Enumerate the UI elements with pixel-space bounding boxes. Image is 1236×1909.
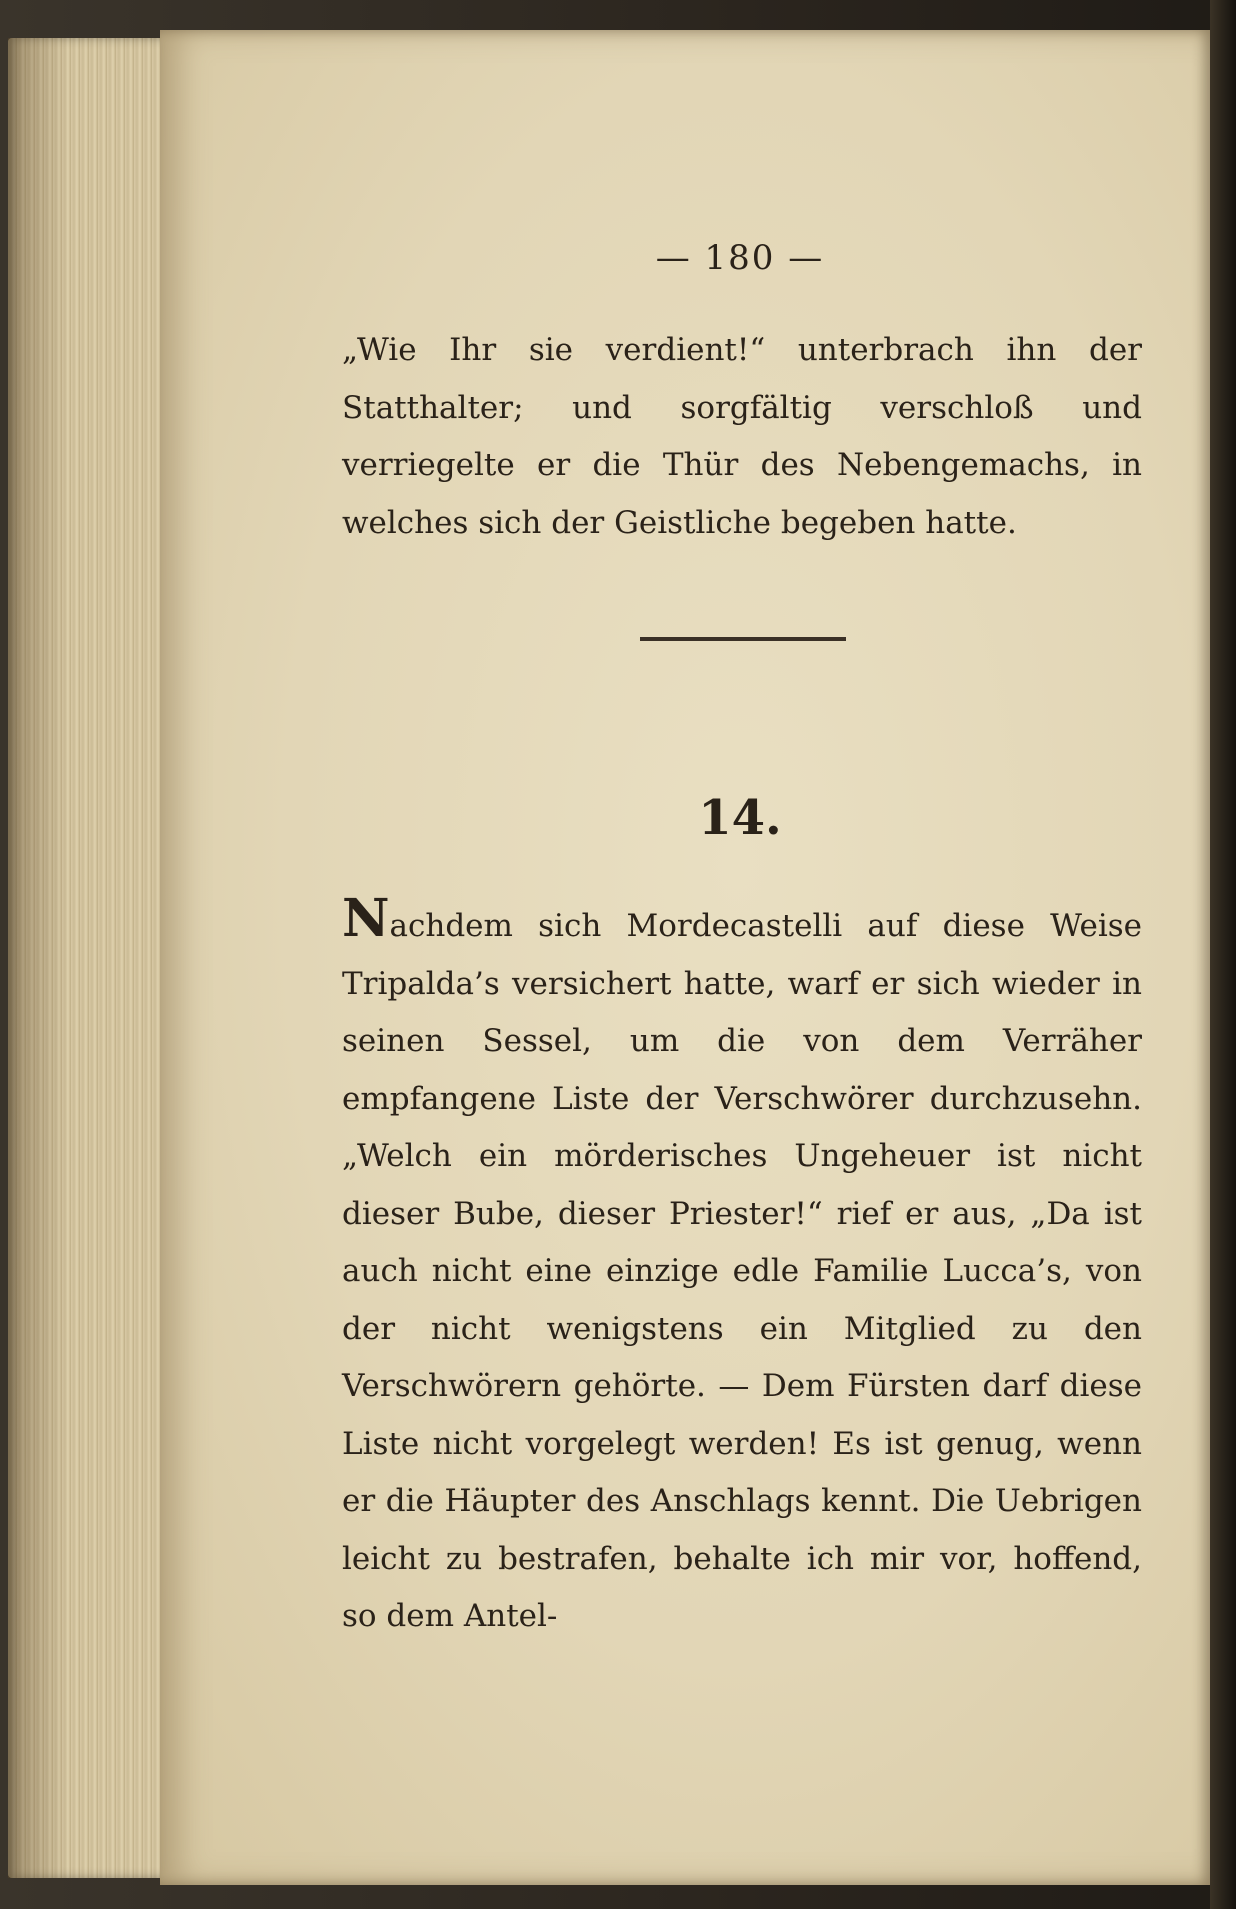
page-number: — 180 — — [655, 238, 825, 278]
chapter-paragraph — [342, 888, 1142, 1646]
paragraph-continued: „Wie Ihr sie verdient!“ unterbrach ihn der Statthalter; und sorgfältig verschloß und verriegelte er die Thür des Nebengemachs, in welches sich der Geistliche begeben hatte. — [342, 332, 1142, 541]
stacked-page-edges — [8, 38, 168, 1878]
drop-cap-initial: N — [342, 888, 390, 949]
book-binding-edge — [1210, 0, 1236, 1909]
section-divider — [640, 637, 846, 641]
chapter-paragraph-text: achdem sich Mordecastelli auf diese Weise Tripalda’s versichert hatte, warf er sich wieder in seinen Sessel, um die von dem Verräher empfangene Liste der Verschwörer durchzusehn. „Welch ein mörderisches Ungeheuer ist nicht dieser Bube, dieser Priester!“ rief er aus, „Da ist auch nicht eine einzige edle Familie Lucca’s, von der nicht wenigstens ein Mitglied zu den Verschwörern gehörte. — Dem Fürsten darf diese Liste nicht vorgelegt werden! Es ist genug, wenn er die Häupter des Anschlags kennt. Die Uebrigen leicht zu bestrafen, behalte ich mir vor, hoffend, so dem Antel- — [342, 908, 1142, 1634]
chapter-number: 14. — [698, 790, 782, 846]
